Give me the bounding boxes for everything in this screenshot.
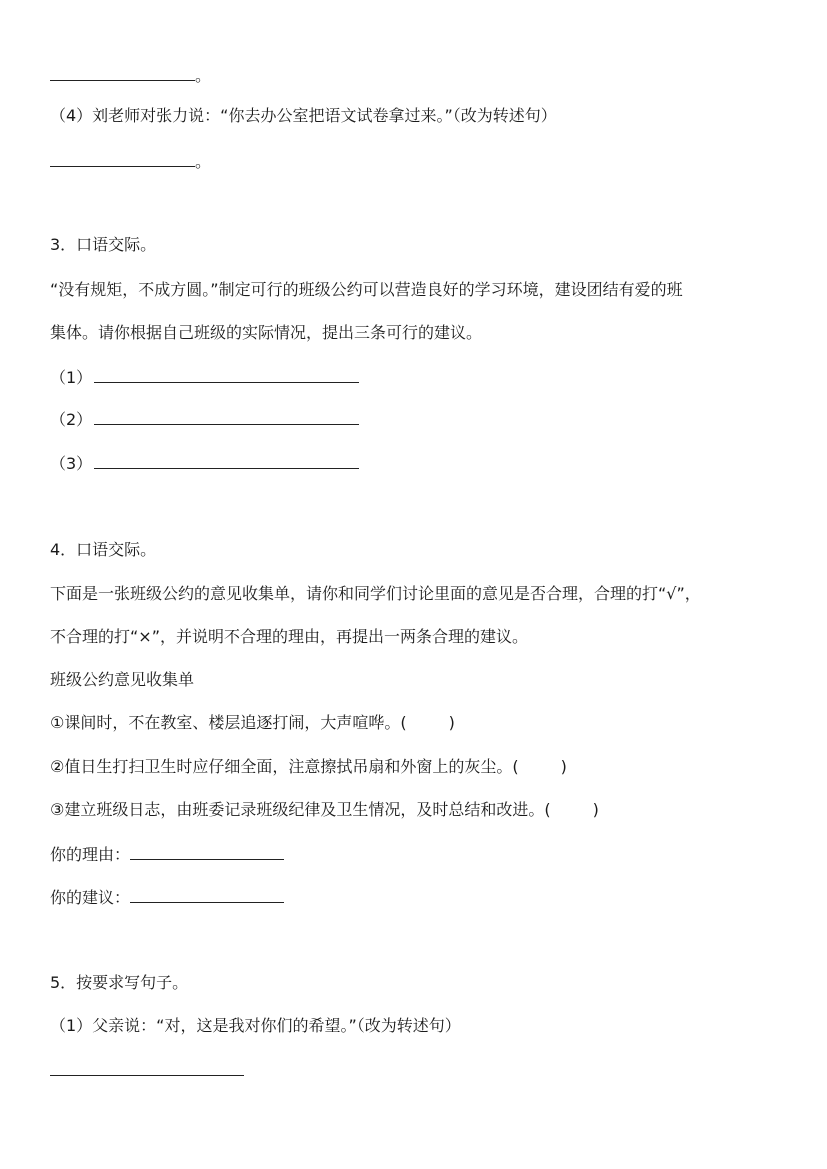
answer-blank[interactable] (50, 1059, 244, 1076)
period: 。 (195, 152, 212, 171)
close-paren: ) (448, 713, 455, 732)
q3-item-1 (50, 366, 359, 389)
answer-blank[interactable] (50, 150, 195, 167)
q4-paragraph-line1: 下面是一张班级公约的意见收集单，请你和同学们讨论里面的意见是否合理，合理的打“√”， (50, 584, 701, 603)
answer-blank[interactable] (50, 64, 195, 81)
q4-reason (50, 843, 284, 866)
answer-blank[interactable] (130, 843, 284, 860)
q3-title: 3．口语交际。 (50, 235, 157, 254)
close-paren: ) (560, 757, 567, 776)
period: 。 (195, 66, 212, 85)
item-number: （2） (50, 410, 93, 429)
answer-blank[interactable] (94, 452, 359, 469)
opinion-text: ③建立班级日志，由班委记录班级纪律及卫生情况，及时总结和改进。( (50, 800, 551, 819)
opinion-text: ②值日生打扫卫生时应仔细全面，注意擦拭吊扇和外窗上的灰尘。( (50, 757, 519, 776)
q4-form-title: 班级公约意见收集单 (50, 670, 195, 689)
answer-blank[interactable] (94, 366, 359, 383)
q3-paragraph-line2: 集体。请你根据自己班级的实际情况，提出三条可行的建议。 (50, 323, 483, 342)
q4-opinion-2 (50, 756, 567, 778)
q5-item-1: （1）父亲说：“对，这是我对你们的希望。”（改为转述句） (50, 1016, 461, 1035)
answer-line-q2-4 (50, 150, 211, 173)
q3-item-2 (50, 408, 359, 431)
opinion-text: ①课间时，不在教室、楼层追逐打闹，大声喧哗。( (50, 713, 407, 732)
q4-opinion-3 (50, 799, 599, 821)
answer-blank[interactable] (130, 886, 284, 903)
q4-opinion-1 (50, 712, 455, 734)
q3-item-3 (50, 452, 359, 475)
suggestion-label: 你的建议： (50, 888, 131, 907)
q4-title: 4．口语交际。 (50, 540, 157, 559)
item-number: （3） (50, 454, 93, 473)
q5-title: 5．按要求写句子。 (50, 973, 189, 992)
q4-paragraph-line2: 不合理的打“×”，并说明不合理的理由，再提出一两条合理的建议。 (50, 627, 528, 646)
q3-paragraph-line1: “没有规矩，不成方圆。”制定可行的班级公约可以营造良好的学习环境，建设团结有爱的班 (50, 280, 683, 299)
answer-line-q2-3 (50, 64, 211, 87)
answer-line-q5-1 (50, 1059, 244, 1082)
answer-blank[interactable] (94, 408, 359, 425)
q2-item-4: （4）刘老师对张力说：“你去办公室把语文试卷拿过来。”（改为转述句） (50, 106, 557, 125)
item-number: （1） (50, 368, 93, 387)
reason-label: 你的理由： (50, 845, 131, 864)
q4-suggestion (50, 886, 284, 909)
close-paren: ) (592, 800, 599, 819)
